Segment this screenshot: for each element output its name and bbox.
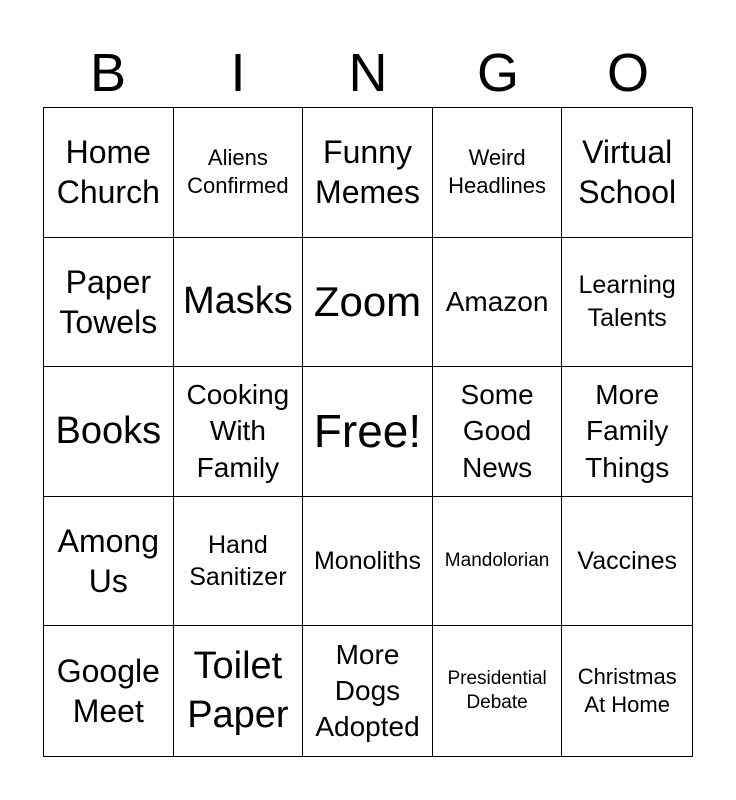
bingo-cell-label: Vaccines [577, 546, 677, 575]
bingo-cell[interactable] [433, 108, 563, 238]
bingo-cell[interactable] [433, 367, 563, 497]
bingo-cell-label: Aliens Confirmed [187, 144, 289, 199]
bingo-cell[interactable] [303, 238, 433, 368]
bingo-cell-label: More Family Things [585, 378, 670, 483]
bingo-cell[interactable] [562, 108, 692, 238]
bingo-cell-label: More Dogs Adopted [315, 638, 420, 743]
bingo-cell[interactable] [174, 497, 304, 627]
bingo-header [43, 40, 693, 106]
bingo-cell[interactable] [174, 238, 304, 368]
header-letter-g: G [476, 43, 519, 103]
bingo-cell-label: Toilet Paper [187, 644, 289, 737]
bingo-cell[interactable] [174, 367, 304, 497]
header-letter-b: B [89, 43, 127, 103]
bingo-cell-label: Christmas At Home [577, 663, 677, 718]
header-letter-n: N [348, 43, 388, 103]
bingo-cell-label: Hand Sanitizer [189, 530, 287, 592]
bingo-cell[interactable] [562, 497, 692, 627]
bingo-cell[interactable] [303, 626, 433, 756]
bingo-cell[interactable] [303, 497, 433, 627]
bingo-cell[interactable] [433, 497, 563, 627]
bingo-cell[interactable] [303, 108, 433, 238]
bingo-cell-label: Zoom [313, 277, 422, 325]
bingo-cell-label: Books [55, 409, 162, 452]
bingo-cell-label: Masks [182, 280, 293, 323]
bingo-cell-label: Among Us [57, 523, 159, 600]
bingo-cell-label: Some Good News [460, 378, 534, 483]
bingo-cell[interactable] [44, 367, 174, 497]
bingo-cell-label: Google Meet [56, 653, 160, 730]
bingo-cell[interactable] [433, 626, 563, 756]
bingo-cell[interactable] [44, 626, 174, 756]
header-letter-i: I [230, 43, 246, 103]
bingo-cell-label: Amazon [445, 285, 549, 317]
bingo-cell[interactable] [174, 108, 304, 238]
bingo-cell-label: Free! [313, 404, 422, 457]
bingo-cell-label: Funny Memes [315, 134, 420, 211]
bingo-cell-label: Presidential Debate [447, 667, 547, 714]
bingo-cell[interactable] [562, 367, 692, 497]
header-letter-o: O [606, 43, 649, 103]
bingo-cell-label: Weird Headlines [448, 144, 547, 199]
bingo-board [43, 107, 693, 757]
bingo-cell-label: Paper Towels [59, 263, 158, 340]
bingo-cell-label: Virtual School [578, 134, 677, 211]
bingo-cell-label: Learning Talents [578, 271, 676, 332]
bingo-cell-label: Mandolorian [444, 549, 550, 571]
bingo-cell[interactable] [44, 108, 174, 238]
bingo-cell[interactable] [433, 238, 563, 368]
bingo-cell-label: Home Church [56, 134, 160, 211]
bingo-cell[interactable] [44, 238, 174, 368]
free-space[interactable] [303, 367, 433, 497]
bingo-cell[interactable] [562, 626, 692, 756]
bingo-cell-label: Cooking With Family [186, 378, 290, 483]
bingo-cell-label: Monoliths [313, 546, 421, 575]
bingo-cell[interactable] [174, 626, 304, 756]
bingo-cell[interactable] [44, 497, 174, 627]
bingo-cell[interactable] [562, 238, 692, 368]
